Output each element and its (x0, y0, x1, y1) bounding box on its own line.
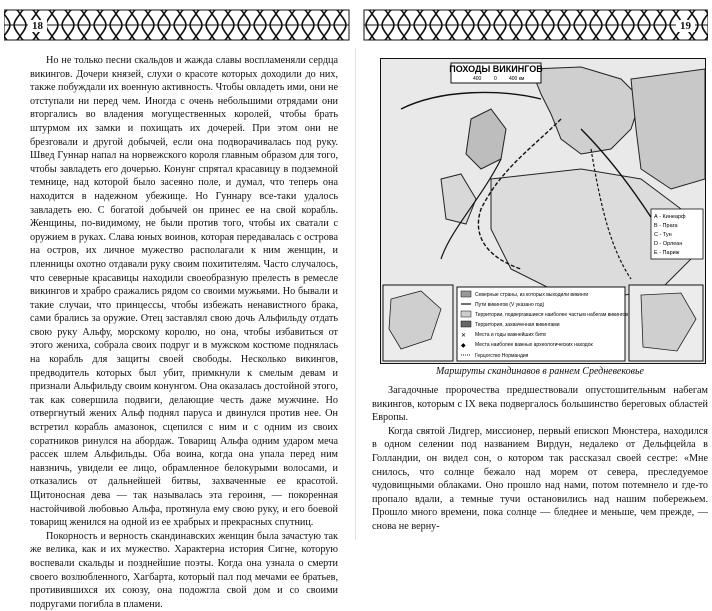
legend-item: Территория, захваченная викингами (475, 322, 560, 328)
page-number-right: 19 (676, 20, 695, 32)
paragraph: Когда святой Лидгер, миссионер, первый епископ Мюнстера, находился в одном селении под названием Вирдун, недалеко от Дельфцейла в Голландии, он видел сон, о котором так рассказал своей сестре: «Мне снилось, что солнце бежало над морем от севера, преследуемое чудовищными облаками. Оно прошло над нами, потом потемнело и где-то пропало вдали, а темные тучи остановились над нашим побережьем. Прошло много времени, пока солнце — бледнее и меньше, чем прежде, — снова не верну- (372, 425, 708, 532)
legend-item: Места и годы важнейших битв (475, 332, 546, 338)
legend-item: Герцогство Нормандия (475, 353, 529, 359)
page-number-left: 18 (28, 20, 47, 32)
scale-label: 400 км (509, 76, 525, 82)
legend-item: Пути викингов (V указано год) (475, 302, 545, 308)
route-legend-item: C - Тун (654, 232, 672, 238)
paragraph: Загадочные пророчества предшествовали опустошительным набегам викингов, которым с IX века подвергалось большинство береговых областей Европы. (372, 385, 708, 424)
svg-text:◆: ◆ (461, 343, 466, 349)
map-caption: Маршруты скандинавов в раннем Средневековье (436, 366, 644, 377)
legend-item: Территории, подвергавшиеся наиболее частым набегам викингов (475, 312, 628, 318)
paragraph: Покорность и верность скандинавских женщин была зачастую так же велика, как и их мужество. Характерна история Сигне, которую воспевали скальды и позднейшие поэты. Когда она узнала о смерти своего возлюбленного, Хагбарта, который пал под мечами ее братьев, противившихся их союзу, она подожгла свой дом и со своими подругами погибла в пламени. (30, 530, 338, 610)
right-page-text (372, 384, 708, 534)
left-page-text (30, 54, 338, 611)
scale-label: 0 (494, 76, 497, 82)
svg-text:✕: ✕ (461, 333, 467, 339)
route-legend-item: В - Прага (654, 223, 678, 229)
scale-label: 400 (473, 76, 482, 82)
decorative-knot-border (4, 6, 708, 44)
route-legend-item: А - Кинеарф (654, 214, 686, 220)
spine-divider (355, 48, 356, 540)
viking-routes-map (380, 58, 706, 364)
route-legend-item: D - Орлеан (654, 241, 683, 247)
route-legend-item: E - Париж (654, 250, 680, 256)
map-title: ПОХОДЫ ВИКИНГОВ (449, 64, 543, 74)
legend-item: Места наиболее важных археологических находок (475, 342, 593, 348)
paragraph: Но не только песни скальдов и жажда славы воспламеняли сердца викингов. Дочери князей, слухи о красоте которых доходили до них, также побуждали их военную активность. Чтобы овладеть ими, они не отступали ни перед чем. Иногда с очень небольшими отрядами они вторгались во владения могущественных королей, чтобы брать штурмом их замки и похищать их дочерей. При этом они не брезговали и другой добычей, если она подворачивалась под руку. Швед Гуннар напал на норвежского короля главным образом для того, чтобы завладеть его дочерью. Конунг спрятал красавицу в подземной темнице, над которой было засеяно поле, и думал, что теперь она находится в надежном убежище. Но Гуннару все-таки удалось завладеть ею. С богатой добычей он принес ее на свой корабль. Женщины, по-видимому, не были против того, чтобы их сватали с оружием в руках. Слава юных воинов, которая передавалась с острова на остров, их личное мужество располагали к ним женщин, и пленницы охотно отдавали руку своим похитителям. Часто случалось, что северные красавицы находили своеобразную прелесть в ремесле викингов и храбро сражались рядом со своими мужьями. Но бывали и такие случаи, что принцессы, чтобы избежать ненавистного брака, сами брались за оружие. Отец заставлял свою дочь Альфильду отдать свою руку Альфу, морскому королю, но она, чтобы избавиться от этого жениха, собрала своих подруг и в мужском костюме поднялась на корабль для защиты своей свободы. Несколько викингов, предводитель которых был убит, примкнули к смелым девам и признали Альфильду своим конунгом. Она оказалась достойной этого, так как совершила подвиги, делающие честь даже мужчине. Но отвергнутый жених Альф поднял паруса и двинулся против нее. Он встретил корабль амазонок, сцепился с ним и с одним из своих соратников ринулся на абордаж. Товарищ Альфа одним ударом меча рассек шлем Альфильды. Оба воина, когда она упала перед ним навзничь, увидели ее лицо, обрамленное белокурыми волосами, и отказались от дальнейшей битвы, захваченные ее красотой. Щитоносная дева — так называлась эта героиня, — покоренная настойчивой любовью Альфа, протянула ему свою руку, и его боевой товарищ женился на одной из ее храбрых и прекрасных спутниц. (30, 55, 338, 529)
legend-item: Северные страны, из которых выходили викинги (475, 292, 589, 298)
